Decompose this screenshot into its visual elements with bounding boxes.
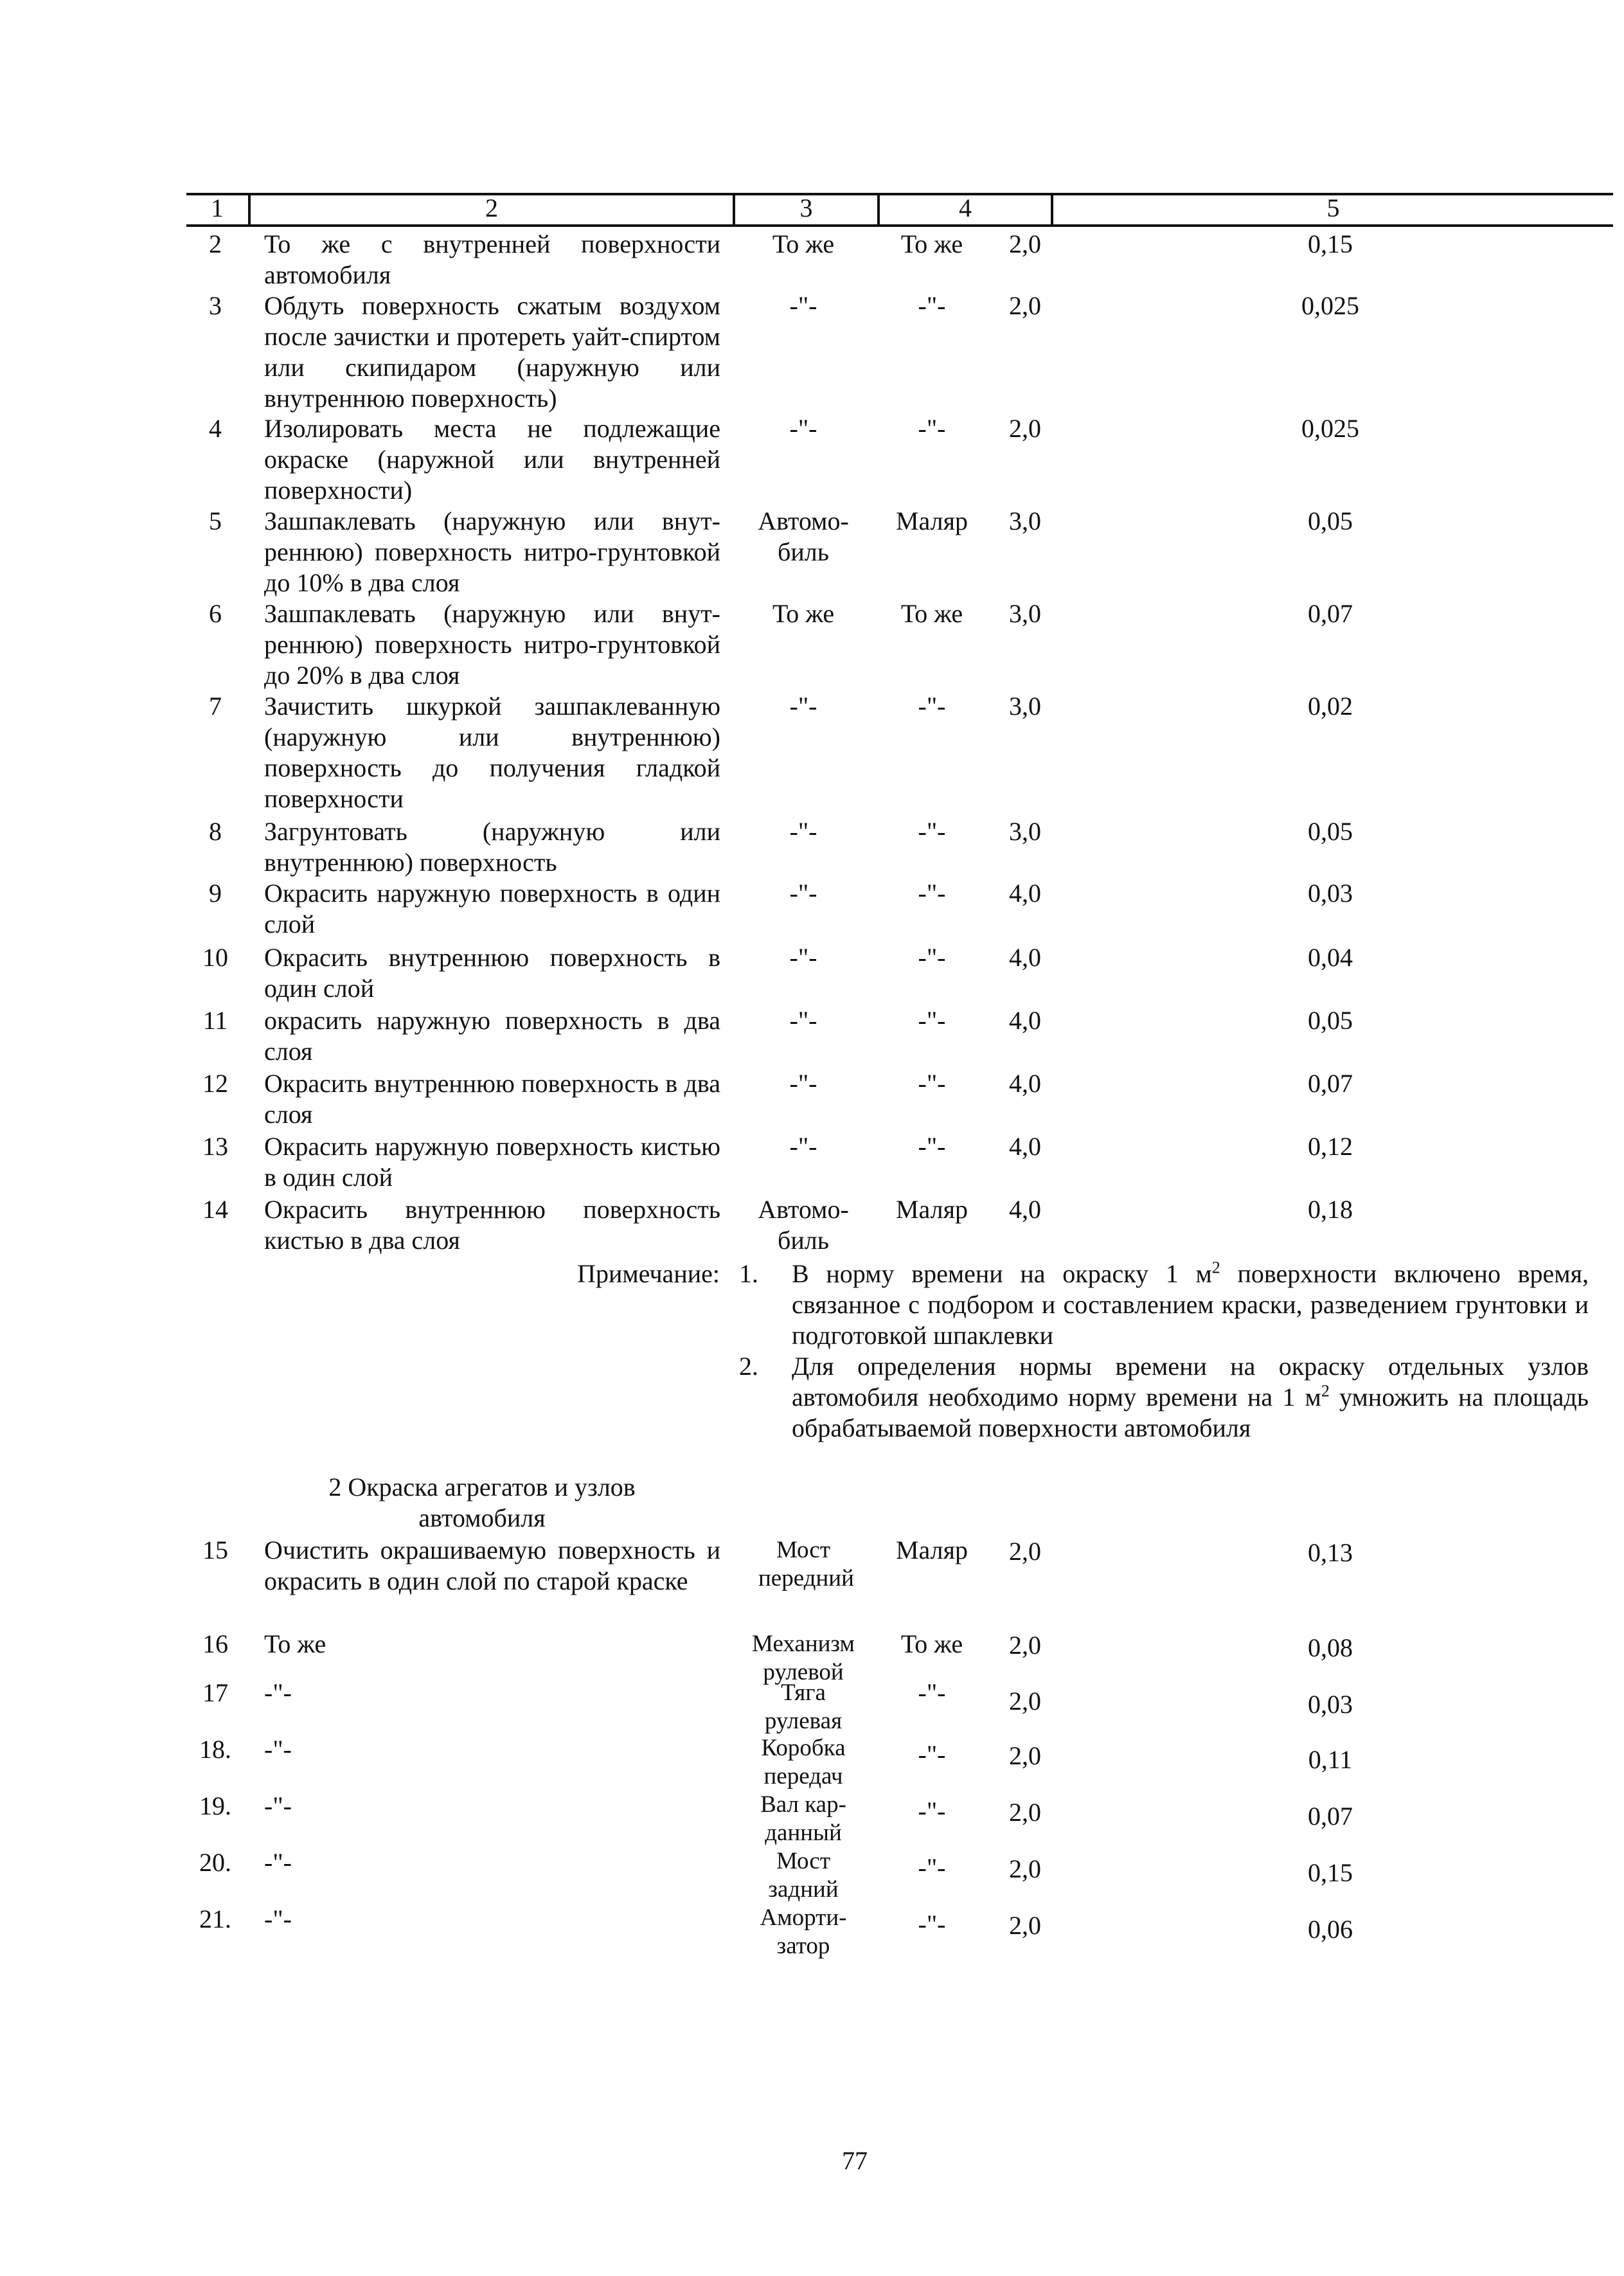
row-performer: Маляр [895,506,968,535]
row-grade: 2,0 [1009,1631,1041,1660]
row-time-norm: 0,13 [1308,1538,1353,1567]
header-bottom-rule [186,224,1613,227]
row-performer: -"- [918,1132,946,1161]
row-grade: 2,0 [1009,1741,1041,1770]
row-object: -"- [789,1006,817,1035]
row-time-norm: 0,06 [1308,1915,1353,1944]
row-grade: 3,0 [1009,817,1041,846]
row-object: Коробка передач [761,1735,846,1789]
row-object: -"- [789,943,817,972]
row-number: 17 [202,1678,228,1707]
row-time-norm: 0,025 [1301,291,1359,320]
row-object: Мост задний [768,1848,839,1903]
row-description: Окрасить наружную поверхность кистью в один слой [264,1132,720,1192]
row-number: 15 [202,1536,228,1564]
row-performer: Маляр [895,1195,968,1224]
row-performer: -"- [918,879,946,908]
row-time-norm: 0,07 [1308,1069,1353,1098]
row-time-norm: 0,18 [1308,1195,1353,1224]
column-header-1: 1 [211,193,224,222]
row-number: 13 [202,1132,228,1161]
row-grade: 2,0 [1009,1911,1041,1940]
row-performer: То же [900,1629,963,1658]
row-performer: То же [900,599,963,628]
row-description: -"- [264,1848,292,1877]
row-object: Автомо-биль [758,1195,849,1255]
row-performer: -"- [918,414,946,443]
row-time-norm: 0,05 [1308,817,1353,846]
row-object: То же [772,229,835,258]
row-description: Изолировать места не подлежащие окраске (наружной или внутренней поверхности) [264,414,720,505]
row-number: 12 [202,1069,228,1098]
row-time-norm: 0,03 [1308,1690,1353,1719]
row-time-norm: 0,07 [1308,1802,1353,1831]
row-time-norm: 0,15 [1308,1858,1353,1887]
row-description: То же с внутренней поверхности автомобиля [264,229,720,289]
row-description: Загрунтовать (наружную или внутреннюю) поверхность [264,817,720,877]
row-description: -"- [264,1735,292,1764]
row-number: 3 [209,291,222,320]
row-performer: -"- [918,943,946,972]
row-description: Окрасить наружную поверхность в один слой [264,879,720,938]
row-number: 14 [202,1195,228,1224]
row-object: Автомо-биль [758,506,849,566]
row-time-norm: 0,05 [1308,1006,1353,1035]
row-description: Очистить окрашиваемую поверхность и окрасить в один слой по старой краске [264,1536,720,1595]
row-description: -"- [264,1904,292,1933]
row-object: -"- [789,1069,817,1098]
row-description: -"- [264,1791,292,1820]
column-header-5: 5 [1326,193,1340,222]
row-grade: 2,0 [1009,1798,1041,1827]
row-performer: -"- [918,1910,946,1939]
row-object: Механизм рулевой [752,1631,855,1685]
row-number: 18. [199,1735,231,1764]
row-object: -"- [789,1132,817,1161]
row-number: 2 [209,229,222,258]
row-grade: 3,0 [1009,506,1041,535]
row-performer: Маляр [895,1536,968,1564]
note-number: 2. [739,1352,758,1381]
row-grade: 4,0 [1009,879,1041,908]
row-number: 21. [199,1904,231,1933]
row-grade: 2,0 [1009,291,1041,320]
row-object: Вал кар-данный [760,1791,846,1846]
notes-label: Примечание: [577,1259,720,1288]
row-performer: -"- [918,1069,946,1098]
row-number: 6 [209,599,222,628]
row-description: Зашпаклевать (наружную или внут-реннюю) поверхность нитро-грунтовкой до 20% в два слоя [264,599,720,690]
section-2-title: 2 Окраска агрегатов и узлов автомобиля [328,1473,636,1532]
row-description: Зачистить шкуркой зашпаклеванную (наружную или внутреннюю) поверхность до получения гладкой поверхности [264,692,720,813]
row-object: Тяга рулевая [764,1680,843,1734]
row-number: 8 [209,817,222,846]
row-object: Мост передний [758,1537,854,1591]
row-object: То же [772,599,835,628]
row-time-norm: 0,11 [1308,1745,1353,1774]
row-object: -"- [789,414,817,443]
row-performer: -"- [918,692,946,721]
row-performer: -"- [918,817,946,846]
row-object: Аморти-затор [760,1904,847,1959]
row-number: 5 [209,506,222,535]
row-object: -"- [789,692,817,721]
row-grade: 2,0 [1009,414,1041,443]
row-number: 11 [202,1006,228,1035]
row-performer: -"- [918,1678,946,1707]
row-grade: 3,0 [1009,599,1041,628]
row-number: 7 [209,692,222,721]
row-description: Обдуть поверхность сжатым воздухом после зачистки и протереть уайт-спиртом или скипидаром (наружную или внутреннюю поверхность) [264,291,720,413]
column-header-2: 2 [485,193,498,222]
row-grade: 4,0 [1009,1006,1041,1035]
row-time-norm: 0,08 [1308,1633,1353,1662]
row-number: 19. [199,1791,231,1820]
row-grade: 2,0 [1009,1854,1041,1883]
row-grade: 4,0 [1009,1195,1041,1224]
row-performer: -"- [918,1797,946,1825]
row-time-norm: 0,15 [1308,229,1353,258]
row-performer: То же [900,229,963,258]
row-performer: -"- [918,291,946,320]
row-number: 4 [209,414,222,443]
row-object: -"- [789,879,817,908]
row-grade: 2,0 [1009,1687,1041,1716]
row-description: окрасить наружную поверхность в два слоя [264,1006,720,1066]
row-performer: -"- [918,1006,946,1035]
row-grade: 2,0 [1009,229,1041,258]
row-number: 16 [202,1629,228,1658]
row-time-norm: 0,025 [1301,414,1359,443]
row-time-norm: 0,04 [1308,943,1353,972]
column-header-4: 4 [959,193,972,222]
row-object: -"- [789,291,817,320]
row-performer: -"- [918,1853,946,1882]
note-text: В норму времени на окраску 1 $м^2$ поверхности включено время, связанное с подбором и составлением краски, разведением грунтовки и подготовкой шпаклевки [792,1258,1589,1350]
row-description: Окрасить внутреннюю поверхность в два слоя [264,1069,720,1129]
row-performer: -"- [918,1740,946,1769]
row-grade: 3,0 [1009,692,1041,721]
row-description: Зашпаклевать (наружную или внут-реннюю) поверхность нитро-грунтовкой до 10% в два слоя [264,506,720,597]
row-time-norm: 0,07 [1308,599,1353,628]
row-grade: 2,0 [1009,1537,1041,1566]
row-grade: 4,0 [1009,1132,1041,1161]
row-number: 10 [202,943,228,972]
row-description: Окрасить внутреннюю поверхность кистью в два слоя [264,1195,720,1255]
row-number: 9 [209,879,222,908]
note-number: 1. [739,1259,758,1288]
row-time-norm: 0,12 [1308,1132,1353,1161]
row-description: Окрасить внутреннюю поверхность в один слой [264,943,720,1003]
column-header-3: 3 [799,193,813,222]
row-description: То же [264,1629,326,1658]
row-grade: 4,0 [1009,943,1041,972]
row-object: -"- [789,817,817,846]
note-text: Для определения нормы времени на окраску отдельных узлов автомобиля необходимо норму времени на 1 $м^2$ умножить на площадь обрабатываемой поверхности автомобиля [792,1352,1589,1442]
row-time-norm: 0,03 [1308,879,1353,908]
row-time-norm: 0,05 [1308,506,1353,535]
row-grade: 4,0 [1009,1069,1041,1098]
page-number: 77 [842,2146,868,2175]
row-time-norm: 0,02 [1308,692,1353,721]
row-number: 20. [199,1848,231,1877]
row-description: -"- [264,1678,292,1707]
